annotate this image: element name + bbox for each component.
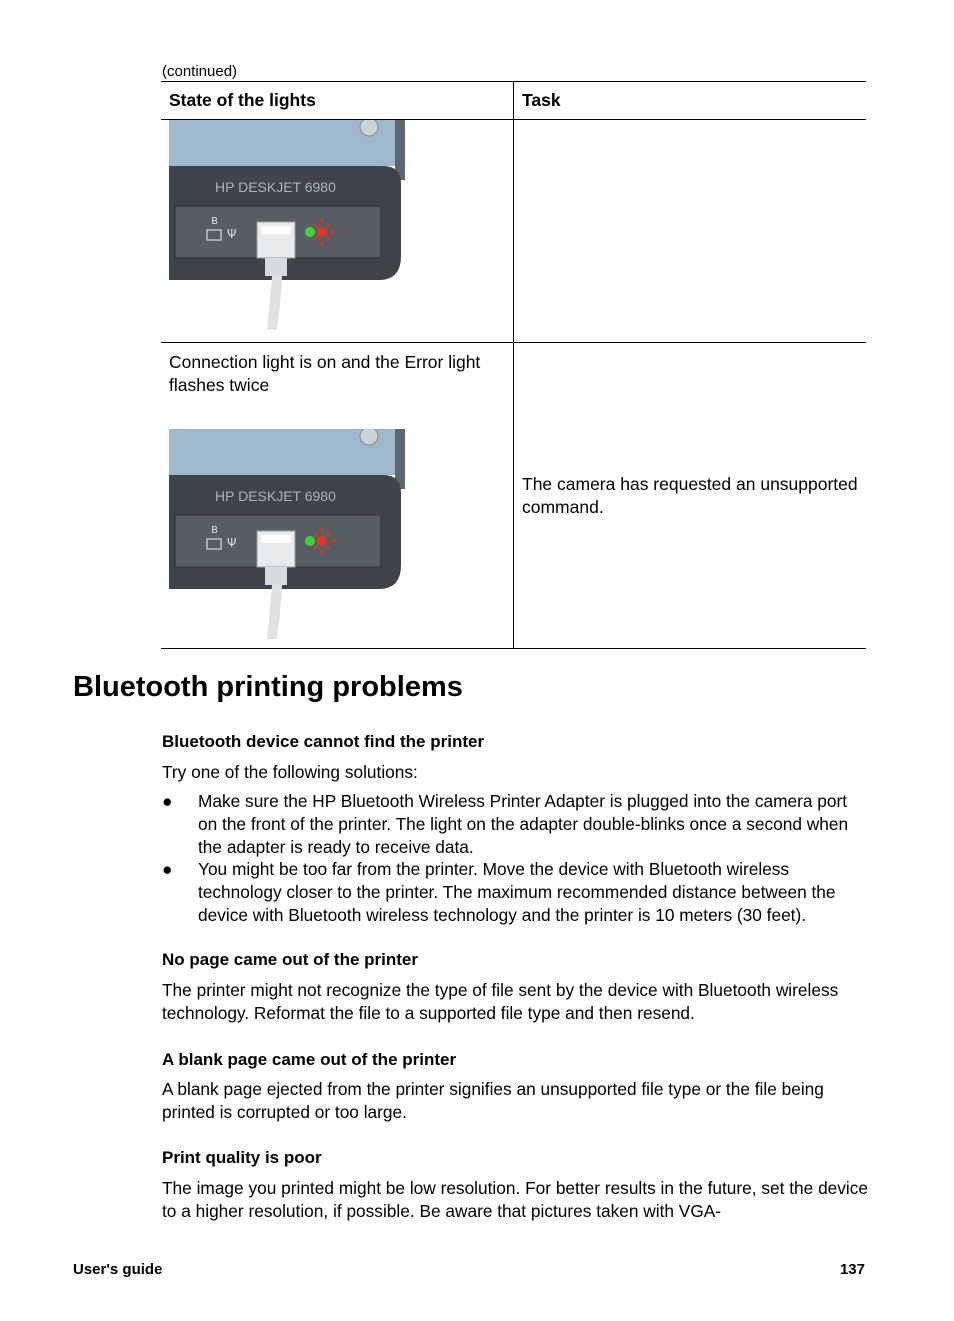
header-task: Task	[514, 82, 867, 120]
table-header-row	[161, 82, 866, 120]
printer-lights-image	[169, 429, 409, 639]
bullet-icon: ●	[162, 791, 173, 811]
lights-table	[161, 81, 866, 649]
continued-label: (continued)	[162, 63, 238, 80]
subsection-heading: Print quality is poor	[162, 1148, 322, 1167]
state-cell	[161, 120, 514, 343]
footer-title: User's guide	[73, 1261, 163, 1278]
list-item	[162, 858, 870, 927]
svg-text:Ψ: Ψ	[227, 536, 237, 550]
printer-brand-text: HP DESKJET 6980	[215, 488, 336, 504]
bullet-icon: ●	[162, 859, 173, 879]
svg-text:ʙ: ʙ	[211, 522, 218, 536]
svg-text:Ψ: Ψ	[227, 227, 237, 241]
body-text: A blank page ejected from the printer signifies an unsupported file type or the file being printed is corrupted or too large.	[162, 1079, 824, 1122]
body-text: The image you printed might be low resolution. For better results in the future, set the device to a higher resolution, if possible. Be aware that pictures taken with VGA-	[162, 1178, 869, 1221]
table-row	[161, 343, 866, 649]
printer-brand-text: HP DESKJET 6980	[215, 179, 336, 195]
page-number: 137	[839, 1261, 865, 1278]
intro-text: Try one of the following solutions:	[162, 762, 418, 782]
list-item-text: You might be too far from the printer. Move the device with Bluetooth wireless technology closer to the printer. The maximum recommended distance between the device with Bluetooth wireless technology and the printer is 10 meters (30 feet).	[198, 859, 836, 925]
list-item-text: Make sure the HP Bluetooth Wireless Printer Adapter is plugged into the camera port on the front of the printer. The light on the adapter double-blinks once a second when the adapter is ready to receive data.	[198, 791, 849, 857]
list-item	[162, 790, 870, 859]
subsection-heading: A blank page came out of the printer	[162, 1050, 457, 1069]
printer-lights-image	[169, 120, 409, 330]
svg-text:ʙ: ʙ	[211, 213, 218, 227]
subsection-heading: Bluetooth device cannot find the printer	[162, 732, 485, 751]
subsection-heading: No page came out of the printer	[162, 950, 418, 969]
body-text: The printer might not recognize the type of file sent by the device with Bluetooth wireless technology. Reformat the file to a supported file type and then resend.	[162, 980, 839, 1023]
state-cell	[161, 343, 514, 649]
task-cell	[514, 120, 867, 343]
state-description: Connection light is on and the Error light flashes twice	[169, 352, 481, 395]
header-state-of-lights: State of the lights	[161, 82, 514, 120]
section-title: Bluetooth printing problems	[73, 671, 463, 703]
table-row	[161, 120, 866, 343]
task-cell: The camera has requested an unsupported command.	[514, 343, 867, 649]
